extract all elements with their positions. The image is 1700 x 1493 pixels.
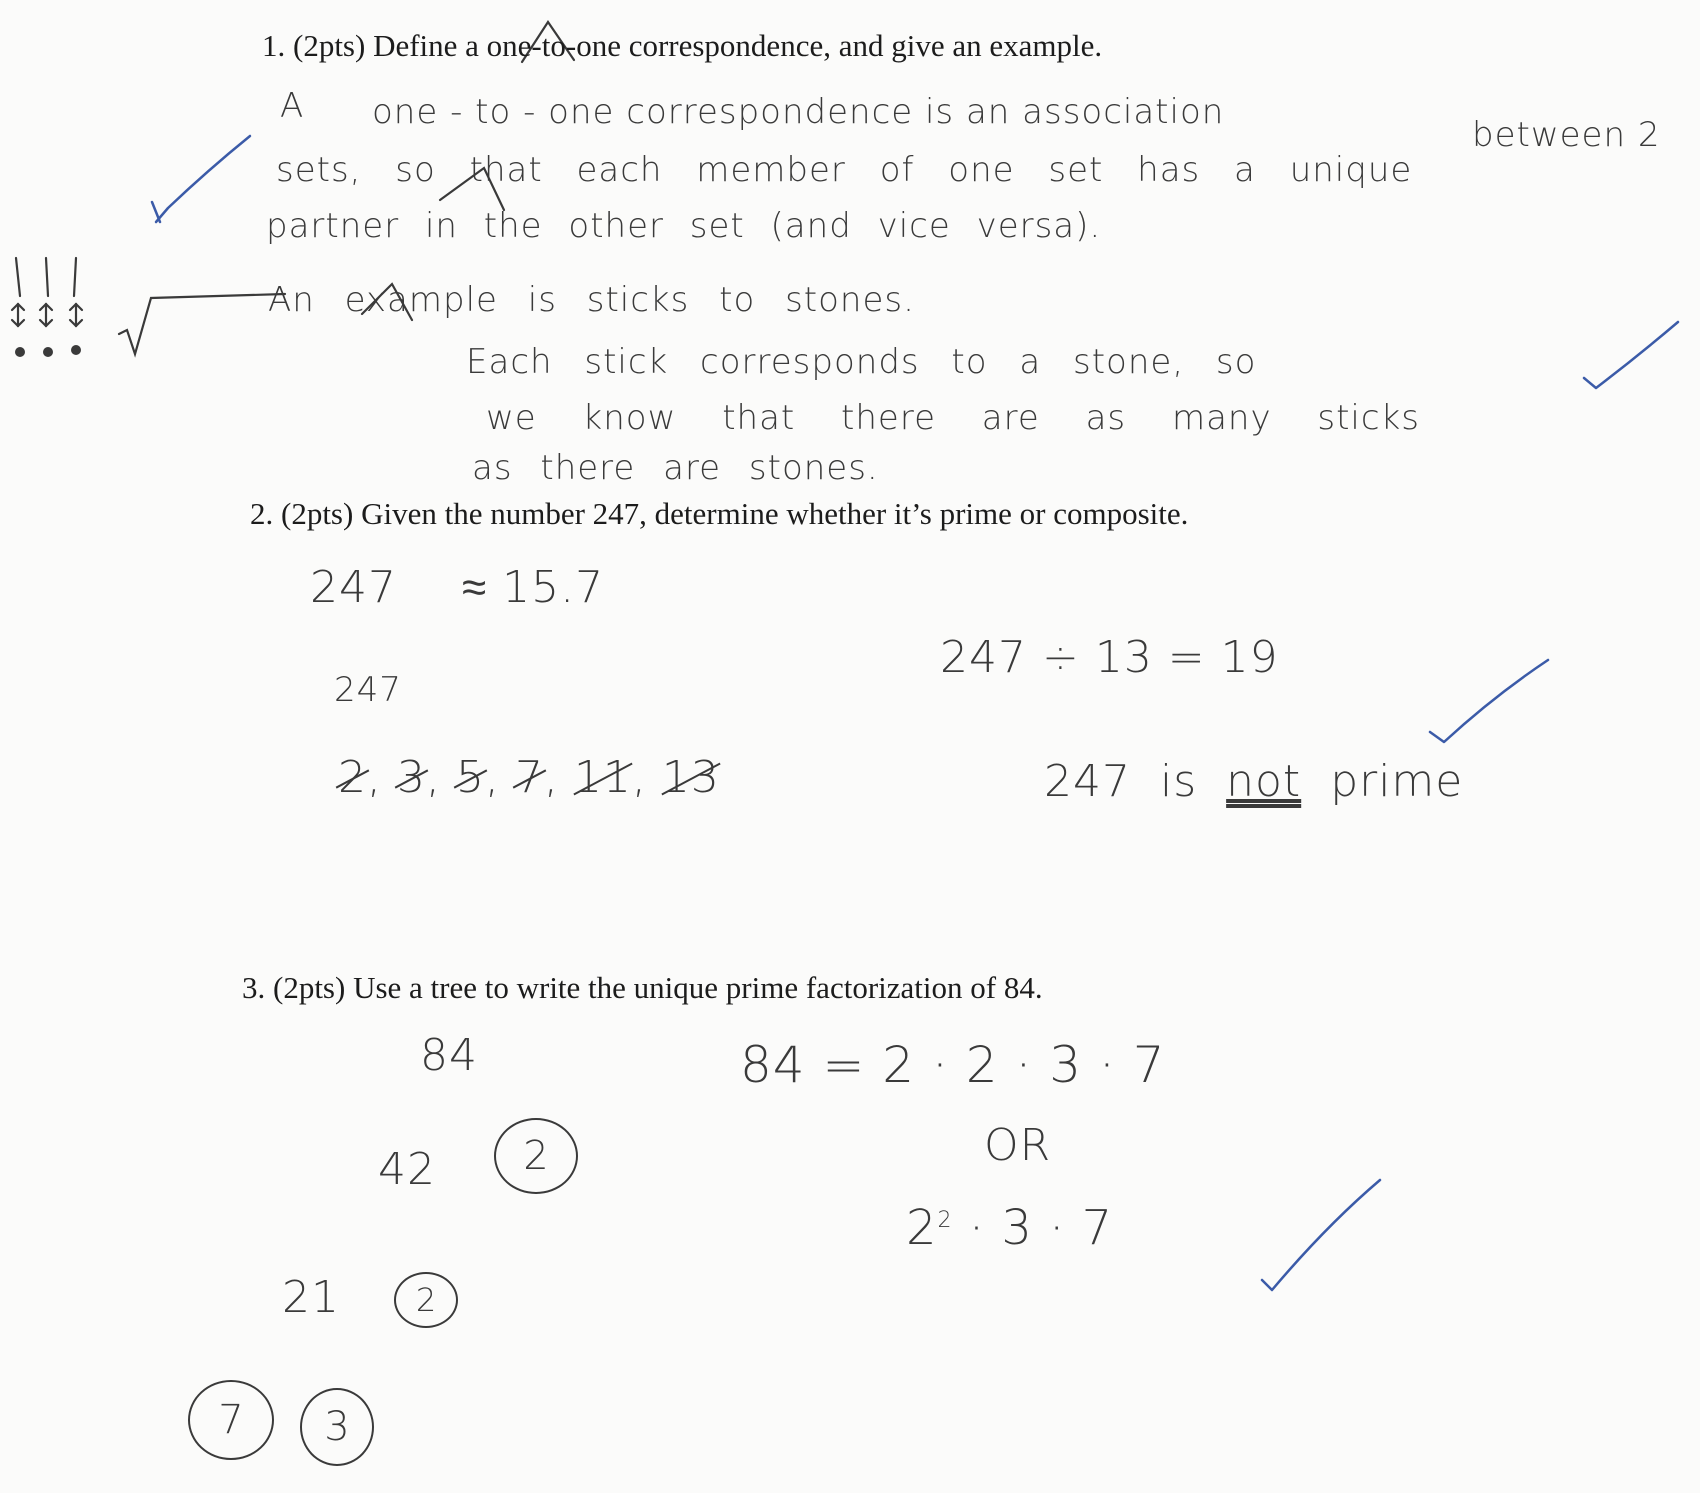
answer-1-example-text-1: Each stick corresponds to a stone, so: [466, 342, 1257, 382]
trial-prime: 11: [573, 752, 632, 803]
conclusion-part-a: 247 is: [1044, 756, 1198, 807]
tree-node-prime-2: 2: [394, 1272, 458, 1328]
answer-2-conclusion: [1044, 756, 1463, 807]
answer-1-example-text-2: we know that there are as many sticks: [486, 398, 1420, 438]
question-2-prompt: 2. (2pts) Given the number 247, determine whether it’s prime or composite.: [250, 496, 1189, 531]
question-3-prompt: 3. (2pts) Use a tree to write the unique prime factorization of 84.: [242, 970, 1043, 1005]
answer-2-number: 247: [334, 670, 402, 710]
exponent-rest: · 3 · 7: [968, 1200, 1114, 1256]
answer-1-line-1b: one - to - one correspondence is an association: [372, 92, 1225, 132]
answer-2-approx: ≈ 15.7: [462, 562, 605, 613]
conclusion-part-c: prime: [1330, 756, 1464, 807]
answer-1-example-line: An example is sticks to stones.: [268, 280, 915, 320]
tree-node-prime-7: 7: [188, 1380, 274, 1460]
sticks-stones-drawing-icon: [0, 250, 110, 360]
question-1-prompt: 1. (2pts) Define a one-to-one correspondence, and give an example.: [262, 28, 1103, 63]
answer-1-line-2: sets, so that each member of one set has a unique: [276, 150, 1413, 190]
tree-node-42: 42: [378, 1144, 436, 1195]
answer-1-line-1a: A: [280, 86, 305, 126]
tree-node-21: 21: [282, 1272, 340, 1323]
answer-2-trial-primes: 2, 3, 5, 7, 11, 13: [338, 752, 720, 803]
answer-2-division: 247 ÷ 13 = 19: [940, 632, 1279, 683]
tree-node-prime-3: 3: [300, 1388, 374, 1466]
trial-prime: 2: [338, 752, 367, 803]
answer-3-factorization: 84 = 2 · 2 · 3 · 7: [740, 1036, 1166, 1094]
trial-prime: 5: [455, 752, 485, 803]
check-mark-icon: [1578, 316, 1688, 396]
trial-prime: 13: [661, 752, 720, 803]
conclusion-emphasis-not: not: [1226, 756, 1302, 807]
answer-1-line-1c: between 2: [1472, 115, 1661, 155]
exponent-base: 2: [906, 1200, 938, 1256]
trial-prime: 3: [396, 752, 426, 803]
trial-prime: 7: [514, 752, 544, 803]
answer-3-exponent-form: [906, 1200, 1113, 1256]
tree-node-84: 84: [420, 1030, 478, 1081]
check-mark-icon: [1424, 656, 1554, 756]
tree-node-prime-2: 2: [494, 1118, 578, 1194]
answer-3-or-label: OR: [984, 1120, 1052, 1171]
check-mark-icon: [148, 130, 258, 230]
answer-1-line-3: partner in the other set (and vice versa).: [266, 206, 1102, 246]
exponent-power: 2: [937, 1208, 953, 1233]
answer-1-example-text-3: as there are stones.: [472, 448, 879, 488]
check-mark-icon: [1256, 1176, 1386, 1296]
answer-2-sqrt-value: 247: [310, 562, 397, 613]
